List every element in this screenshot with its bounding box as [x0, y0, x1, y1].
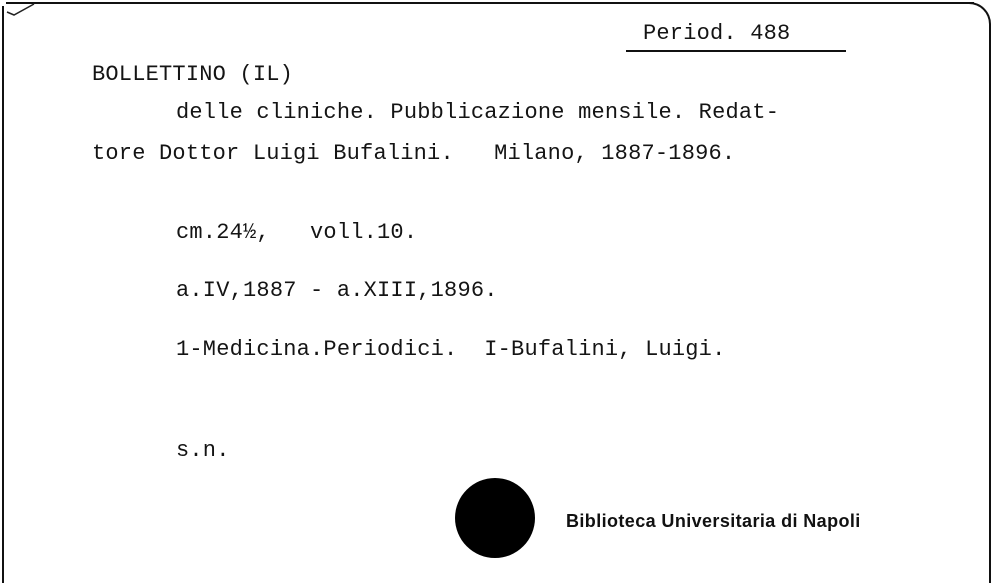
shelfmark-underline — [626, 50, 846, 52]
pencil-check-mark — [6, 2, 36, 16]
description-line-1: delle cliniche. Pubblicazione mensile. Redat- — [176, 100, 780, 125]
subject-headings: 1-Medicina.Periodici. I-Bufalini, Luigi. — [176, 337, 726, 362]
description-line-2: tore Dottor Luigi Bufalini. Milano, 1887-1896. — [92, 141, 736, 166]
card-border-left — [2, 6, 4, 583]
physical-description: cm.24½, voll.10. — [176, 220, 418, 245]
library-stamp-text: Biblioteca Universitaria di Napoli — [566, 511, 861, 531]
library-stamp-dot — [455, 478, 535, 558]
card-corner-top-right — [967, 2, 991, 26]
title-heading: BOLLETTINO (IL) — [92, 62, 294, 87]
shelfmark: Period. 488 — [643, 21, 791, 46]
card-border-top — [6, 2, 974, 4]
holdings-range: a.IV,1887 - a.XIII,1896. — [176, 278, 498, 303]
note-sn: s.n. — [176, 438, 230, 463]
